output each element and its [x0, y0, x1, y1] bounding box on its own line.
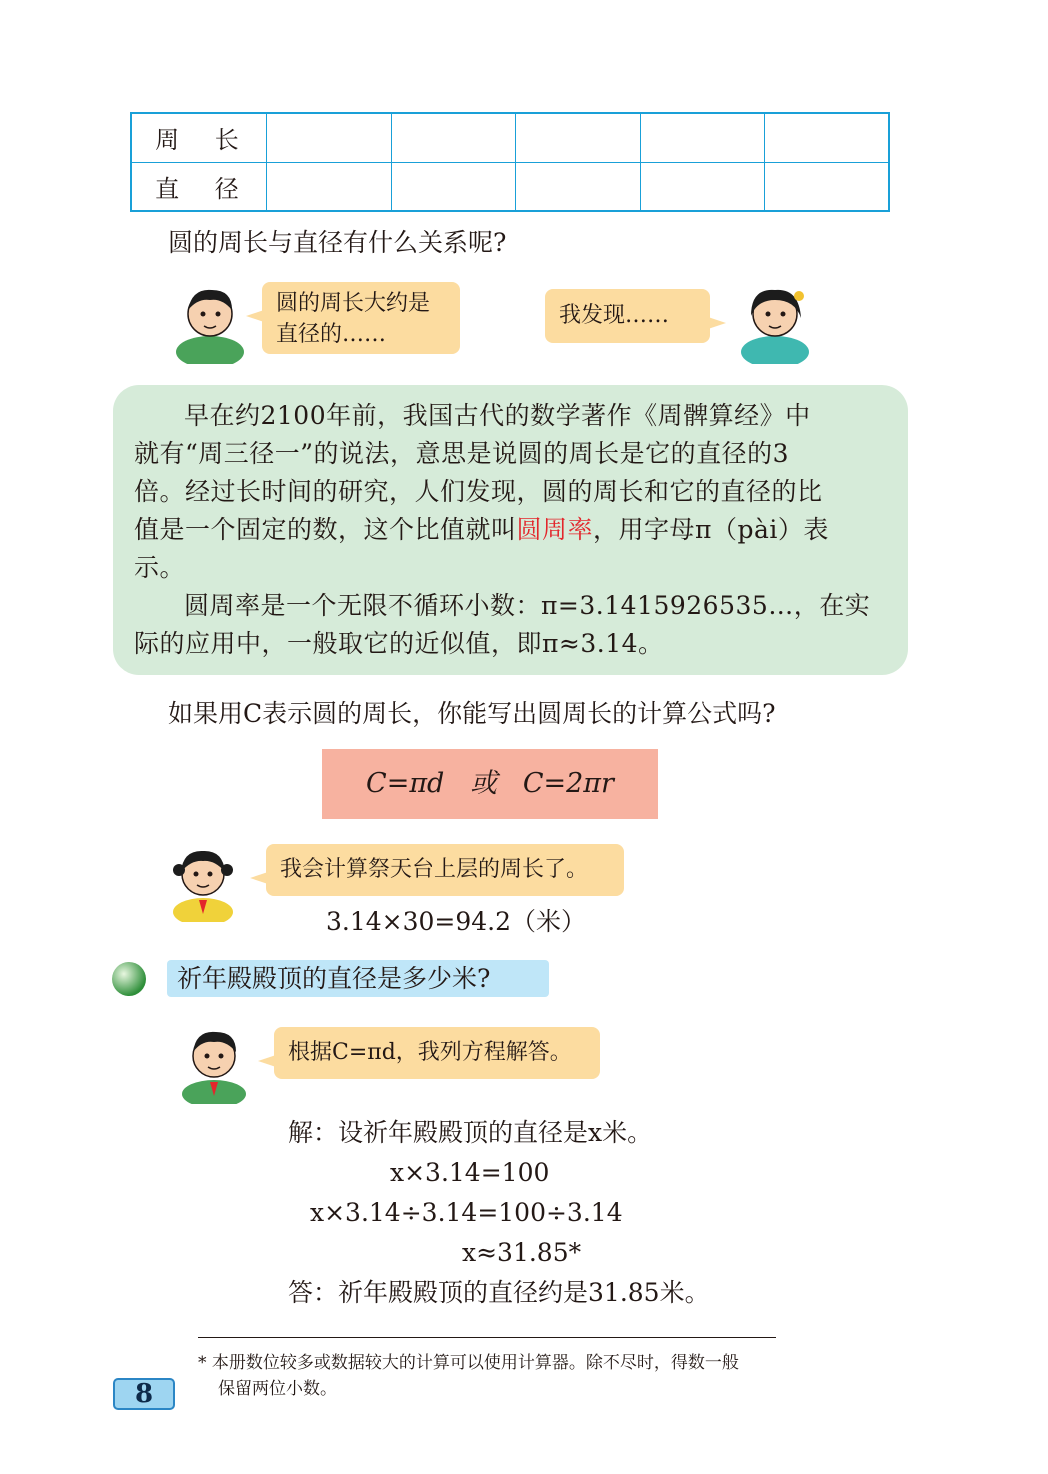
solution-step: x×3.14÷3.14=100÷3.14	[310, 1198, 623, 1227]
girl2-speech-bubble: 我会计算祭天台上层的周长了。	[266, 844, 624, 896]
solution-result: x≈31.85*	[462, 1238, 582, 1267]
history-line: 示。	[134, 553, 186, 582]
table-row	[131, 113, 889, 162]
row-label-diameter: 直 径	[131, 162, 267, 211]
boy-illustration	[170, 282, 250, 364]
footnote-line: 保留两位小数。	[218, 1379, 337, 1399]
table-row	[131, 162, 889, 211]
history-line: 际的应用中，一般取它的近似值，即π≈3.14。	[134, 629, 664, 658]
history-line: 倍。经过长时间的研究，人们发现，圆的周长和它的直径的比	[134, 477, 823, 506]
solution-answer: 答：祈年殿殿顶的直径约是31.85米。	[288, 1278, 710, 1307]
history-line: 圆周率是一个无限不循环小数：π=3.1415926535…，在实	[184, 591, 871, 620]
girl-illustration	[735, 282, 815, 364]
page-number: 8	[113, 1378, 175, 1410]
green-ball-icon	[110, 960, 148, 998]
boy-speech-bubble	[262, 282, 460, 354]
solution-setup: 解：设祈年殿殿顶的直径是x米。	[288, 1118, 653, 1147]
table-cell[interactable]	[765, 162, 890, 211]
table-cell[interactable]	[516, 113, 641, 162]
girl-illustration	[165, 842, 243, 922]
history-line	[134, 511, 890, 549]
data-table	[130, 112, 890, 212]
question-relation: 圆的周长与直径有什么关系呢?	[168, 228, 507, 257]
girl-speech-bubble: 我发现……	[545, 289, 710, 343]
bubble-line: 圆的周长大约是	[276, 291, 431, 316]
table-cell[interactable]	[640, 162, 765, 211]
table-cell[interactable]	[516, 162, 641, 211]
question-formula: 如果用C表示圆的周长，你能写出圆周长的计算公式吗?	[168, 699, 776, 728]
footnote-line: * 本册数位较多或数据较大的计算可以使用计算器。除不尽时，得数一般	[198, 1353, 739, 1373]
term-pi-highlight: 圆周率	[516, 515, 594, 544]
solution-equation: x×3.14=100	[390, 1158, 550, 1187]
table-cell[interactable]	[640, 113, 765, 162]
formula-box: C=πd 或 C=2πr	[322, 749, 658, 819]
footnote-divider	[198, 1337, 776, 1338]
history-line: 就有“周三径一”的说法，意思是说圆的周长是它的直径的3	[134, 439, 789, 468]
row-label-circumference: 周 长	[131, 113, 267, 162]
bubble-line: 直径的……	[276, 322, 387, 347]
history-text: ，用字母π（pài）表	[593, 515, 829, 544]
history-line: 早在约2100年前，我国古代的数学著作《周髀算经》中	[184, 401, 811, 430]
footnote	[198, 1350, 798, 1402]
table-cell[interactable]	[391, 113, 516, 162]
table-cell[interactable]	[765, 113, 890, 162]
calc-circumference: 3.14×30=94.2（米）	[326, 907, 587, 936]
boy-illustration	[176, 1024, 254, 1104]
table-cell[interactable]	[267, 162, 392, 211]
table-cell[interactable]	[267, 113, 392, 162]
history-text: 值是一个固定的数，这个比值就叫	[134, 515, 517, 544]
question-diameter: 祈年殿殿顶的直径是多少米?	[167, 960, 549, 997]
boy2-speech-bubble: 根据C=πd，我列方程解答。	[274, 1027, 600, 1079]
table-cell[interactable]	[391, 162, 516, 211]
